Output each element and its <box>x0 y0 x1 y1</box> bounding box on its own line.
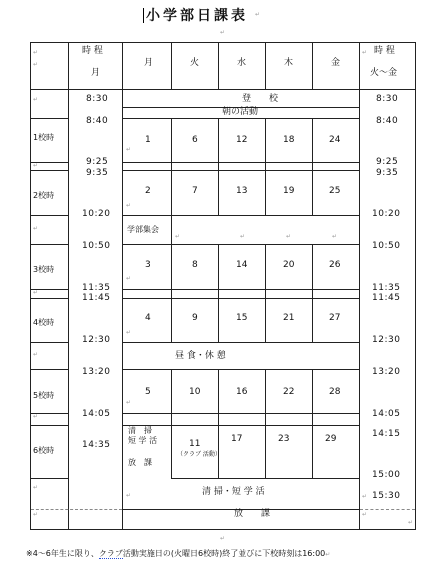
lesson-number: 11 <box>189 439 201 449</box>
lesson-number: 16 <box>236 387 248 397</box>
paragraph-mark-icon: ↵ <box>33 49 39 56</box>
left-time: 9:25 <box>86 157 109 167</box>
right-time: 15:30 <box>372 491 401 501</box>
paragraph-mark-icon: ↵ <box>33 351 39 358</box>
day-header-fri: 金 <box>331 58 341 68</box>
right-time: 14:15 <box>372 429 401 439</box>
paragraph-mark-icon: ↵ <box>33 96 39 103</box>
paragraph-mark-icon: ↵ <box>325 551 331 558</box>
paragraph-mark-icon: ↵ <box>33 511 39 518</box>
lesson-number: 9 <box>192 313 198 323</box>
lesson-number: 28 <box>329 387 341 397</box>
toukou-label: 登 校 <box>242 94 279 104</box>
right-time: 10:20 <box>372 209 401 219</box>
lesson-number: 19 <box>283 186 295 196</box>
period-label: 3校時 <box>33 265 55 274</box>
period-label: 4校時 <box>33 318 55 327</box>
gakubu-assembly-label: 学部集会 <box>127 225 159 234</box>
paragraph-mark-icon: ↵ <box>126 492 132 499</box>
paragraph-mark-icon: ↵ <box>362 493 368 500</box>
paragraph-mark-icon: ↵ <box>126 202 132 209</box>
period-label: 2校時 <box>33 191 55 200</box>
footnote-club-word: クラブ <box>98 549 123 558</box>
lesson-number: 18 <box>283 135 295 145</box>
lesson-number: 15 <box>236 313 248 323</box>
lesson-number: 27 <box>329 313 341 323</box>
paragraph-mark-icon: ↵ <box>126 329 132 336</box>
right-time: 12:30 <box>372 335 401 345</box>
left-time: 11:45 <box>82 293 111 303</box>
paragraph-mark-icon: ↵ <box>220 29 226 36</box>
footnote-text-after: 活動実施日の(火曜日6校時)終了並びに下校時刻は16:00 <box>122 549 326 558</box>
lesson-number: 26 <box>329 260 341 270</box>
page-title: 小学部日課表 <box>146 8 248 24</box>
right-time: 8:40 <box>376 116 399 126</box>
left-time: 8:40 <box>86 116 109 126</box>
day-header-tue: 火 <box>190 58 200 68</box>
left-time: 9:35 <box>86 168 109 178</box>
left-time-header: 時 程 <box>82 46 103 56</box>
lesson-number: 10 <box>189 387 201 397</box>
day-header-thu: 木 <box>284 58 294 68</box>
right-time: 11:35 <box>372 283 401 293</box>
paragraph-mark-icon: ↵ <box>362 511 368 518</box>
left-time: 10:50 <box>82 241 111 251</box>
lesson-number: 8 <box>192 260 198 270</box>
period-label: 5校時 <box>33 391 55 400</box>
paragraph-mark-icon: ↵ <box>126 146 132 153</box>
lesson-number: 13 <box>236 186 248 196</box>
paragraph-mark-icon: ↵ <box>362 49 368 56</box>
left-time: 13:20 <box>82 367 111 377</box>
day-header-wed: 水 <box>237 58 247 68</box>
left-time: 14:35 <box>82 440 111 450</box>
paragraph-mark-icon: ↵ <box>33 289 39 296</box>
paragraph-mark-icon: ↵ <box>33 61 39 68</box>
paragraph-mark-icon: ↵ <box>33 484 39 491</box>
right-time: 14:05 <box>372 409 401 419</box>
lesson-number: 3 <box>145 260 151 270</box>
mon-short-homeroom-label: 短 学 活 <box>128 436 158 445</box>
mon-dismissal-label: 放 課 <box>128 458 152 467</box>
lesson-number: 29 <box>325 434 337 444</box>
paragraph-mark-icon: ↵ <box>33 162 39 169</box>
paragraph-mark-icon: ↵ <box>408 519 414 526</box>
right-time: 15:00 <box>372 470 401 480</box>
lesson-number: 7 <box>192 186 198 196</box>
mon-cleaning-label: 清 掃 <box>128 426 152 435</box>
lesson-number: 5 <box>145 387 151 397</box>
lesson-number: 21 <box>283 313 295 323</box>
period-label: 1校時 <box>33 133 55 142</box>
paragraph-mark-icon: ↵ <box>286 233 292 240</box>
lesson-number: 14 <box>236 260 248 270</box>
lesson-number: 25 <box>329 186 341 196</box>
lesson-number: 23 <box>278 434 290 444</box>
paragraph-mark-icon: ↵ <box>33 413 39 420</box>
left-day-header: 月 <box>91 68 101 78</box>
lesson-number: 24 <box>329 135 341 145</box>
club-activity-label: （クラブ 活動） <box>177 451 221 458</box>
paragraph-mark-icon: ↵ <box>220 535 226 542</box>
lunch-break-label: 昼 食・休 憩 <box>175 351 226 361</box>
lesson-number: 20 <box>283 260 295 270</box>
lesson-number: 22 <box>283 387 295 397</box>
lesson-number: 12 <box>236 135 248 145</box>
paragraph-mark-icon: ↵ <box>240 233 246 240</box>
left-time: 11:35 <box>82 283 111 293</box>
paragraph-mark-icon: ↵ <box>126 399 132 406</box>
right-time-header: 時 程 <box>374 46 395 56</box>
cleaning-homeroom-label: 清 掃・短 学 活 <box>202 487 265 497</box>
right-time: 9:25 <box>376 157 399 167</box>
left-time: 12:30 <box>82 335 111 345</box>
footnote-text-before: ※4～6年生に限り、 <box>26 549 99 558</box>
text-cursor <box>143 8 144 23</box>
footnote <box>26 550 330 558</box>
right-time: 11:45 <box>372 293 401 303</box>
dismissal-label: 放 課 <box>234 509 271 519</box>
paragraph-mark-icon: ↵ <box>175 233 181 240</box>
left-time: 8:30 <box>86 94 109 104</box>
right-day-header: 火～金 <box>370 68 398 78</box>
lesson-number: 2 <box>145 186 151 196</box>
period-label: 6校時 <box>33 446 55 455</box>
lesson-number: 1 <box>145 135 151 145</box>
morning-activity-label: 朝の活動 <box>222 107 259 117</box>
right-time: 13:20 <box>372 367 401 377</box>
paragraph-mark-icon: ↵ <box>126 275 132 282</box>
lesson-number: 17 <box>231 434 243 444</box>
lesson-number: 6 <box>192 135 198 145</box>
right-time: 8:30 <box>376 94 399 104</box>
right-time: 10:50 <box>372 241 401 251</box>
paragraph-mark-icon: ↵ <box>332 233 338 240</box>
right-time: 9:35 <box>376 168 399 178</box>
left-time: 14:05 <box>82 409 111 419</box>
left-time: 10:20 <box>82 209 111 219</box>
paragraph-mark-icon: ↵ <box>33 225 39 232</box>
paragraph-mark-icon: ↵ <box>255 11 261 18</box>
lesson-number: 4 <box>145 313 151 323</box>
day-header-mon: 月 <box>144 58 154 68</box>
